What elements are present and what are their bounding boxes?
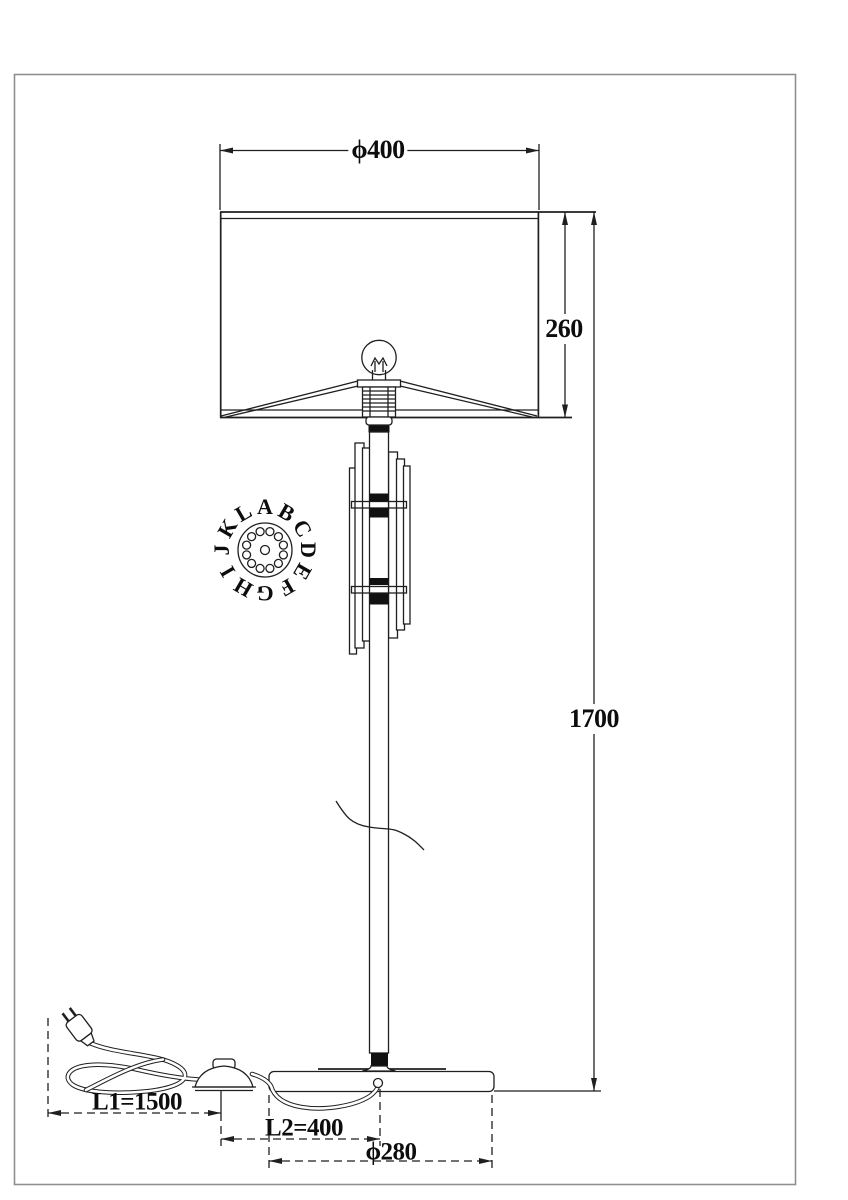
base-diameter-label: ϕ280: [365, 1138, 417, 1166]
ring-letter-d: D: [296, 542, 321, 558]
ring-letter-a: A: [257, 494, 273, 519]
foot-switch: [192, 1059, 256, 1091]
ring-letter-k: K: [212, 514, 243, 542]
ring-letter-b: B: [274, 497, 300, 527]
ring-letter-h: H: [229, 572, 257, 603]
lamp-socket: [358, 380, 401, 433]
power-plug-icon: [59, 1005, 99, 1049]
shade-diameter-label: ϕ400: [348, 135, 407, 165]
ring-letter-g: G: [256, 581, 274, 606]
ring-letter-l: L: [230, 497, 256, 527]
total-height-label: 1700: [566, 704, 622, 734]
ring-letter-c: C: [287, 515, 318, 542]
ring-letter-i: I: [214, 561, 241, 582]
rod-section-detail-circle: [238, 523, 292, 577]
power-cord: [68, 1043, 198, 1093]
lamp-shade: [220, 212, 596, 418]
ring-letter-f: F: [274, 573, 299, 602]
shade-height-label: 260: [542, 314, 586, 344]
cord-length-2-label: L2=400: [265, 1114, 343, 1142]
cord-exit-grommet: [374, 1079, 383, 1088]
ring-letter-j: J: [209, 544, 234, 556]
ring-letter-e: E: [288, 559, 318, 585]
light-bulb-icon: [362, 340, 396, 381]
cord-length-1-label: L1=1500: [92, 1088, 182, 1116]
